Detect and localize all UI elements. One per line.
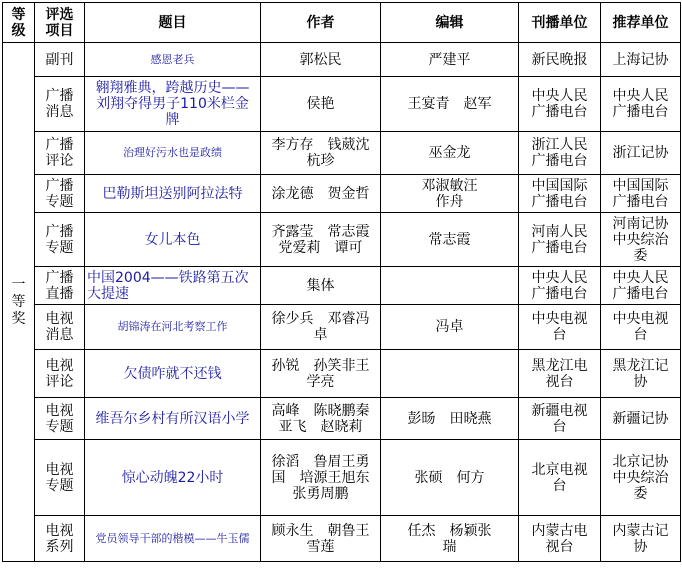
category-cell: 电视系列 — [35, 516, 85, 562]
publisher-cell: 浙江人民广播电台 — [519, 132, 601, 175]
category-cell: 电视消息 — [35, 305, 85, 350]
header-row — [3, 3, 681, 43]
recommender-cell: 中央人民广播电台 — [601, 267, 681, 305]
category-cell: 副刊 — [35, 43, 85, 77]
editor-cell: 王宴青 赵军 — [381, 77, 519, 132]
recommender-cell: 黑龙江记协 — [601, 350, 681, 398]
title-cell: 党员领导干部的楷模——牛玉儒 — [85, 516, 261, 562]
author-cell: 集体 — [261, 267, 381, 305]
table-row — [3, 77, 681, 132]
publisher-cell: 中国国际广播电台 — [519, 175, 601, 213]
title-cell: 感恩老兵 — [85, 43, 261, 77]
editor-cell: 严建平 — [381, 43, 519, 77]
editor-cell: 冯卓 — [381, 305, 519, 350]
level-label: 一等奖 — [11, 276, 26, 327]
publisher-cell: 河南人民广播电台 — [519, 213, 601, 267]
table-row — [3, 350, 681, 398]
header-publisher: 刊播单位 — [519, 3, 601, 43]
editor-cell: 任杰 杨颖张瑞 — [381, 516, 519, 562]
title-cell: 中国2004——铁路第五次大提速 — [85, 267, 261, 305]
author-cell: 孙锐 孙笑非王学亮 — [261, 350, 381, 398]
editor-cell: 彭旸 田晓燕 — [381, 398, 519, 440]
header-title: 题目 — [85, 3, 261, 43]
author-cell: 李方存 钱葳沈杭珍 — [261, 132, 381, 175]
title-cell: 惊心动魄22小时 — [85, 440, 261, 516]
recommender-cell: 北京记协中央综治委 — [601, 440, 681, 516]
author-cell: 高峰 陈晓鹏秦亚飞 赵晓莉 — [261, 398, 381, 440]
recommender-cell: 河南记协中央综治委 — [601, 213, 681, 267]
recommender-cell: 新疆记协 — [601, 398, 681, 440]
category-cell: 电视专题 — [35, 398, 85, 440]
editor-cell — [381, 267, 519, 305]
table-row — [3, 516, 681, 562]
title-cell: 翱翔雅典，跨越历史——刘翔夺得男子110米栏金牌 — [85, 77, 261, 132]
recommender-cell: 浙江记协 — [601, 132, 681, 175]
header-author: 作者 — [261, 3, 381, 43]
table-row — [3, 132, 681, 175]
header-recommender: 推荐单位 — [601, 3, 681, 43]
table-row — [3, 267, 681, 305]
publisher-cell: 黑龙江电视台 — [519, 350, 601, 398]
author-cell: 郭松民 — [261, 43, 381, 77]
title-cell: 欠债咋就不还钱 — [85, 350, 261, 398]
publisher-cell: 新民晚报 — [519, 43, 601, 77]
table-row — [3, 213, 681, 267]
editor-cell: 张硕 何方 — [381, 440, 519, 516]
publisher-cell: 中央人民广播电台 — [519, 267, 601, 305]
recommender-cell: 上海记协 — [601, 43, 681, 77]
editor-cell — [381, 350, 519, 398]
author-cell: 齐露莹 常志霞党爱莉 谭可 — [261, 213, 381, 267]
category-cell: 电视专题 — [35, 440, 85, 516]
table-row — [3, 43, 681, 77]
header-category: 评选项目 — [35, 3, 85, 43]
publisher-cell: 中央电视台 — [519, 305, 601, 350]
category-cell: 广播专题 — [35, 213, 85, 267]
author-cell: 涂龙德 贺金哲 — [261, 175, 381, 213]
category-cell: 广播专题 — [35, 175, 85, 213]
publisher-cell: 北京电视台 — [519, 440, 601, 516]
title-cell: 胡锦涛在河北考察工作 — [85, 305, 261, 350]
editor-cell: 常志霞 — [381, 213, 519, 267]
level-cell — [3, 43, 35, 562]
publisher-cell: 中央人民广播电台 — [519, 77, 601, 132]
category-cell: 广播直播 — [35, 267, 85, 305]
editor-cell: 邓淑敏汪作舟 — [381, 175, 519, 213]
header-level: 等级 — [3, 3, 35, 43]
table-row — [3, 440, 681, 516]
title-cell: 女儿本色 — [85, 213, 261, 267]
category-cell: 广播评论 — [35, 132, 85, 175]
publisher-cell: 新疆电视台 — [519, 398, 601, 440]
table-row — [3, 398, 681, 440]
recommender-cell: 中国国际广播电台 — [601, 175, 681, 213]
recommender-cell: 内蒙古记协 — [601, 516, 681, 562]
author-cell: 侯艳 — [261, 77, 381, 132]
editor-cell: 巫金龙 — [381, 132, 519, 175]
category-cell: 电视评论 — [35, 350, 85, 398]
awards-table — [2, 2, 681, 562]
table-row — [3, 305, 681, 350]
category-cell: 广播消息 — [35, 77, 85, 132]
author-cell: 顾永生 朝鲁王雪莲 — [261, 516, 381, 562]
header-editor: 编辑 — [381, 3, 519, 43]
author-cell: 徐滔 鲁眉王勇国 培源王旭东 张勇周鹏 — [261, 440, 381, 516]
title-cell: 巴勒斯坦送别阿拉法特 — [85, 175, 261, 213]
recommender-cell: 中央电视台 — [601, 305, 681, 350]
table-row — [3, 175, 681, 213]
title-cell: 维吾尔乡村有所汉语小学 — [85, 398, 261, 440]
author-cell: 徐少兵 邓睿冯卓 — [261, 305, 381, 350]
publisher-cell: 内蒙古电视台 — [519, 516, 601, 562]
title-cell: 治理好污水也是政绩 — [85, 132, 261, 175]
recommender-cell: 中央人民广播电台 — [601, 77, 681, 132]
